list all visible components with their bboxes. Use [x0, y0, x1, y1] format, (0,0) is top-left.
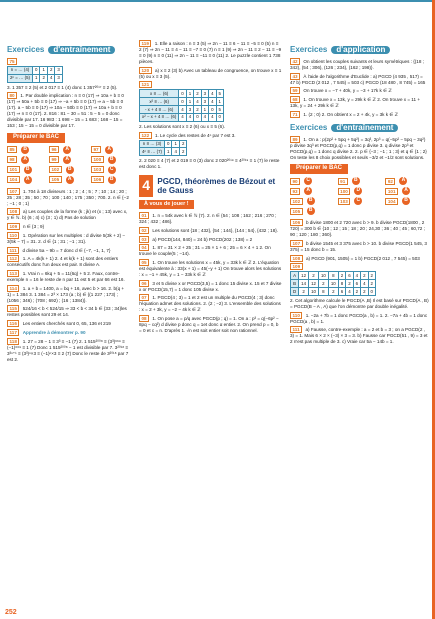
exercise-68 — [290, 96, 429, 109]
exercise-number: 101 — [7, 166, 20, 173]
table-ex109 — [290, 271, 376, 296]
bac-answers — [290, 177, 429, 215]
table-cell: 2 — [194, 90, 201, 98]
exercise-text: a) x ≡ 2 (3) b) Avec un tableau de congruence, on trouve x ≡ 1 (5) ou x ≡ 3 (5). — [139, 67, 282, 79]
page-number: 252 — [5, 609, 17, 616]
table-cell: 2 — [309, 272, 319, 280]
table-cell: 4 — [201, 113, 208, 121]
table-cell: 2 — [361, 288, 368, 296]
exercise-number: 71 — [290, 111, 300, 118]
exercise-text: 1. (2 ; 0) 2. On obtient x = 2 + 4k, y = 3k k ∈ ℤ — [303, 111, 399, 117]
exercise-text: 1. a + b = 1400, a = bq + 16, avec b > 16. 2. b(q + 1) = 1 384 3. 1 384 = 2³ × 173 (a ; b) ∈ {(1 227 ; 173) ; (1056 ; 346) ; (708 ; 692) ; (16 ; 1384)}. — [7, 285, 125, 303]
exercise-120 — [139, 67, 282, 80]
exercise-111 — [290, 326, 429, 345]
exercise-122 — [139, 132, 282, 171]
table-cell: 1 — [165, 148, 172, 156]
exercise-number: 113 — [7, 270, 19, 277]
column-left — [7, 40, 129, 364]
exercise-119 — [139, 40, 282, 65]
answer-letter-badge: B — [402, 197, 410, 205]
exercise-42 — [290, 58, 429, 71]
table-cell: 2 — [361, 272, 368, 280]
answer-letter-badge: A — [24, 176, 32, 184]
bac-answer — [290, 177, 334, 185]
exercise-number: 108 — [290, 255, 303, 262]
exercise-number: 43 — [290, 73, 300, 80]
bac-answer — [338, 197, 382, 205]
exercise-number: 08 — [139, 315, 149, 322]
table-cell: 2 — [47, 66, 54, 74]
exercise-number: 05 — [139, 259, 149, 266]
bac-answer — [49, 166, 87, 174]
exercise-number: 102 — [49, 166, 62, 173]
exercise-number: 96 — [49, 146, 59, 153]
column-right — [290, 40, 429, 347]
table-cell: 2 — [353, 288, 360, 296]
exercise-number: 99 — [49, 156, 59, 163]
answer-letter-badge: A — [402, 187, 410, 195]
bac-answer — [290, 197, 334, 205]
answer-letter-badge: A — [399, 177, 407, 185]
exercise-text: 1. Par double implication : n ≡ 0 (17) ⇒ 10a + b ≡ 0 (17) ⇒ 50a + 5b ≡ 0 (17) ⇒ −a + 5b ≡ 0 (17) ⇒ a − 5b ≡ 0 (17). a − 5b ≡ 0 (17) ⇒ 10a − 50b ≡ 0 (17) ⇒ 10a + b ≡ 0 (17) ⇒ n ≡ 0 (17). 2. 816 : 81 − 30 = 51 : 5 − 5 = 0 donc divisible par 17. 16 983 : 1 698 − 15 = 1 683 ; 168 − 15 = 153 ; 15 − 15 = 0 divisible par 17. — [7, 93, 124, 129]
exercise-number: 80 — [7, 92, 17, 99]
table-cell: 0 — [33, 66, 40, 74]
table-cell: 4 — [179, 106, 186, 114]
table-cell: 2 — [179, 140, 186, 148]
exercise-text: a) PGCD (901, 1505) = 1 b) PGCD(2 012 , 7 545) = 503 — [305, 255, 420, 261]
exercise-59 — [290, 87, 429, 94]
section-label: Exercices — [7, 45, 45, 54]
exercise-number: 108 — [7, 208, 20, 215]
exercise-number: 92 — [385, 178, 395, 185]
exercise-text: 2. Les solutions sont x ≡ 2 (6) ou x ≡ 5 (6). — [139, 123, 226, 129]
exercise-text: 1. 27 = 28 − 1 ≡ 3³ ≡ −1 (7) 2. 1 515²⁰⁰⁸ ≡ (3³)⁶⁶⁹ ≡ (−1)⁶⁶⁹ ≡ 1 (7) Donc 1 515²⁰⁰⁸ − 1 est divisible par 7. 3²⁰¹⁸ ≡ 3³ⁿ⁺¹ ≡ (3³)ⁿ×3 ≡ (−1)ⁿ×3 ≡ 2 (7) Donc le reste de 3²⁰¹⁸ par 7 est 2. — [7, 338, 129, 362]
exercise-number: 90 — [290, 178, 300, 185]
exercise-number: 100 — [91, 156, 104, 163]
table-cell: D — [291, 288, 299, 296]
table-cell: 3 — [186, 106, 193, 114]
exercise-number: 114 — [7, 285, 19, 292]
exercise-text: On obtient les couples suivants et leurs symétriques : {(18 ; 342), (54 ; 306), (126 ; 234), (162 ; 198)}. — [290, 58, 424, 70]
exercise-number: 98 — [7, 156, 17, 163]
exercise-number: 42 — [290, 58, 300, 65]
exercise-80 — [7, 92, 129, 129]
exercise-107 — [290, 240, 429, 253]
exercise-109 — [7, 223, 129, 230]
exercise-text: 1. 704 à 18 diviseurs : 1 ; 2 ; 4 ; 5 ; 7 ; 10 ; 14 ; 20 ; 25 ; 28 ; 35 ; 50 ; 70 ; 100 ; 140 ; 175 ; 350 ; 700. 2. n ∈ {−2 ; −1 ; 0 ; 1} — [7, 188, 129, 206]
table-cell: 2 — [299, 288, 309, 296]
exercise-108 — [290, 255, 429, 262]
table-cell: - x + 4 ≡ … (6) — [140, 106, 179, 114]
answer-letter-badge: C — [304, 177, 312, 185]
exercise-text: On trouve x = −7 + 40k, y = −3 + 17k k ∈ ℤ — [303, 88, 392, 94]
table-cell: 2 — [328, 288, 338, 296]
exercise-text: a) PGCD(144, 840) = 24 b) PGCD(202 ; 138) = 2 — [152, 236, 253, 242]
exercise-number: 105 — [49, 176, 62, 183]
table-cell: 14 — [299, 280, 309, 288]
table-ex75 — [7, 66, 63, 83]
exercise-04 — [139, 244, 282, 257]
bac-answer — [49, 156, 87, 164]
exercise-111 — [7, 247, 129, 254]
exercise-117 — [7, 329, 129, 336]
table-cell: 4 — [186, 113, 193, 121]
exercise-number: 104 — [7, 176, 20, 183]
exercise-03 — [139, 236, 282, 243]
exercise-number: 93 — [290, 188, 300, 195]
chapter-number: 4 — [139, 175, 153, 197]
table-cell: x² ≡ … (6) — [140, 98, 179, 106]
exercise-number: 122 — [139, 132, 152, 139]
answer-letter-badge: B — [352, 177, 360, 185]
exercise-text: 1. On pose a = p/q avec PGCD(p ; q) = 1. On a : p³ = q(−6p² − 8pq − cq²) d divise p donc q = 1et donc α entier. 2. On prend p = 0, b = 0 et c = n. D'après 1. √n est soit entier soit non rationnel. — [139, 316, 279, 333]
table-cell: 4 — [172, 148, 179, 156]
exercise-107 — [7, 188, 129, 207]
table-cell: 1 — [216, 98, 223, 106]
bac-header: Préparer le BAC — [290, 164, 348, 174]
table-cell: 2 — [40, 74, 47, 82]
bac-answer — [7, 166, 45, 174]
bac-answer — [385, 197, 429, 205]
table-cell: 5 — [216, 90, 223, 98]
chapter-title: PGCD, théorèmes de Bézout et de Gauss — [157, 177, 276, 196]
exercise-text: 3. 1 357 ≡ 2 (5) et 2 017 ≡ 1 (4) donc 1 357²⁰¹⁷ ≡ 2 (5). — [7, 84, 118, 90]
exercise-text: b divise 1800 et 2 720 avec b > 9. b divise PGCD(1800 , 2 720) = 300 b ∈ {10 ; 12 ; 15 ; 18 ; 20 ; 24,30 ; 36 ; 40 ; 45 ; 60,72 ; 90 ; 120 ; 180 ; 360}. — [290, 220, 425, 238]
exercise-43 — [290, 73, 429, 86]
table-cell: 3 — [55, 66, 62, 74]
table-cell: 4 — [47, 74, 54, 82]
table-cell: 10 — [318, 272, 328, 280]
exercise-number: 120 — [139, 67, 152, 74]
table-cell: x² − x + 4 ≡ … (6) — [140, 113, 179, 121]
exercise-number: 117 — [7, 329, 19, 336]
table-cell: 0 — [216, 113, 223, 121]
answer-letter-badge: B — [66, 166, 74, 174]
chapter-header — [139, 175, 282, 197]
table-cell: 6 — [346, 272, 353, 280]
exercise-114 — [7, 285, 129, 304]
exercise-number: 106 — [91, 176, 104, 183]
exercise-text: 3 et 5 divise x or PGCD(3,5) = 1 donc 15 divise x. 15 et 7 divise x or PGCD(15,7) = 1 donc 105 divise x. — [139, 280, 282, 292]
section-badge: d'entraînement — [48, 46, 115, 54]
exercise-108 — [7, 208, 129, 221]
exercise-text: 524/16 < b < 524/15 ⇒ 33 < b < 34 b ∈ {33 ; 34}les restes possibles sont 29 et 14. — [7, 306, 127, 318]
exercise-number: 102 — [290, 198, 303, 205]
section-title-application — [290, 46, 429, 54]
table-cell: 0 — [165, 140, 172, 148]
table-cell: 10 — [328, 280, 338, 288]
column-middle — [139, 40, 282, 336]
table-cell: 3 — [201, 98, 208, 106]
bac-answer — [49, 176, 87, 184]
exercise-number: 118 — [7, 338, 19, 345]
table-cell: 2 — [368, 272, 375, 280]
exercise-text: À l'aide de l'algorithme d'Euclide : a) PGCD (4 935 , 517) = 47 b) PGCD (2 012 , 7 545) = 503 c) PGCD (18 480 , 8 745) = 165 — [290, 73, 426, 85]
table-cell: 3 — [201, 90, 208, 98]
bac-answer — [91, 146, 129, 154]
exercise-number: 110 — [290, 312, 302, 319]
answer-letter-badge: B — [108, 176, 116, 184]
table-cell: 0 — [179, 90, 186, 98]
exercise-number: 100 — [338, 188, 351, 195]
exercise-number: 107 — [290, 240, 303, 247]
cross-reference-link[interactable]: Apprendre à démontrer p. 90 — [22, 329, 86, 335]
table-cell: 6 — [353, 280, 360, 288]
table-cell: 0 — [179, 98, 186, 106]
table-cell: 2 — [338, 272, 345, 280]
section-title-entrainement-2 — [290, 124, 429, 132]
exercise-number: 107 — [7, 188, 20, 195]
table-ex122 — [139, 140, 187, 157]
answer-letter-badge: A — [21, 156, 29, 164]
exercise-text: 1. A = 4k(k + 1) 2. 4 et k(k + 1) sont des entiers consécutifs donc l'un deux est pair. 8 divise A. — [7, 256, 119, 268]
table-cell: 6 — [338, 288, 345, 296]
exercise-text: 1. Elle a raison : n ≡ 3 (5) ⇒ 2n − 11 ≡ 6 − 11 ≡ −5 ≡ 0 (5) n ≡ 2 (7) ⇒ 2n − 11 ≡ 4 − 11 ≡ −7 ≡ 0 (7) n ≡ 1 (9) ⇒ 2n − 11 ≡ 2 − 11 ≡ −9 ≡ 0 (9) n ≡ 0 (11) ⇒ 2n − 11 ≡ −11 ≡ 0 (11) 2. Le puzzle contient 1 738 pièces. — [139, 41, 282, 64]
bac-answer — [338, 177, 382, 185]
bac-answer — [49, 146, 87, 154]
section-label: Exercices — [290, 122, 328, 132]
exercise-number: 105 — [290, 208, 303, 215]
exercise-number: 07 — [139, 294, 149, 301]
exercise-number: 06 — [139, 280, 149, 287]
table-cell: 4 — [209, 113, 216, 121]
table-cell: 4 — [194, 98, 201, 106]
exercise-number: 91 — [338, 178, 348, 185]
a-vous-de-jouer-header: À vous de jouer ! — [139, 200, 194, 209]
exercise-text: n ∈ {3 ; 9} — [22, 224, 45, 230]
exercise-118 — [7, 338, 129, 363]
table-cell: 2 — [194, 106, 201, 114]
table-cell: 4 — [209, 98, 216, 106]
exercise-text: 1. On trouve les solutions x = 45k, y = 33k k ∈ ℤ 2. L'équation est équivalente à : 33(x + 1) = 45(−y + 1) On trouve alors les solutions : x = −1 + 45k, y = 1 − 33k k ∈ ℤ — [139, 260, 282, 277]
section-badge: d'application — [331, 46, 390, 54]
answer-letter-badge: B — [108, 156, 116, 164]
exercise-number: 121 — [139, 81, 152, 88]
table-cell: 0 — [194, 113, 201, 121]
table-cell: 1 — [201, 106, 208, 114]
exercise-number: 97 — [91, 146, 101, 153]
bac-answer — [91, 176, 129, 184]
table-cell: 3 — [55, 74, 62, 82]
exercise-number: 103 — [338, 198, 351, 205]
bac-answer — [7, 156, 45, 164]
answer-letter-badge: B — [307, 197, 315, 205]
exercise-text: d divise 5a − 9b = 7 donc d ∈ {−7, −1, 1, 7} — [22, 247, 111, 253]
table-cell: 1 — [33, 74, 40, 82]
section-label: Exercices — [290, 45, 328, 54]
table-cell: 4 — [179, 113, 186, 121]
answer-letter-badge: C — [108, 166, 116, 174]
exercise-71 — [290, 111, 429, 118]
exercise-number: 106 — [290, 219, 303, 226]
table-cell: 10 — [309, 288, 319, 296]
exercise-number: 103 — [91, 166, 104, 173]
table-cell: 8 — [328, 272, 338, 280]
exercise-number: 03 — [139, 236, 149, 243]
table-cell: 4 — [361, 280, 368, 288]
exercise-text: 1. n = 54k avec k ∈ ℕ (7). 2. n ∈ {54 ; 108 ; 162 ; 216 ; 270 ; 324 ; 432 ; 486}. — [139, 213, 277, 225]
section-badge: d'entraînement — [331, 124, 398, 132]
exercise-text: b divise 1545 et 3 375 avec b > 10. b divise PGCD(1 545, 3 375) = 15 donc b = 15. — [290, 240, 427, 252]
answer-letter-badge: A — [63, 146, 71, 154]
answer-letter-badge: C — [354, 197, 362, 205]
bac-answer — [385, 187, 429, 195]
exercise-text: 1. On a : p(2p² + 5pq + 5q²) = 3q³, 2p³ = q(−5p² − 5pq − 3q²) p divise 3q³ et PGCD(p,q) = 1 donc p divise 3. q divise 2p³ et PGCD(p,q) = 1 donc q divise 2. 2. p ∈ {−3 ; −1 ; 1 ; 3} et q ∈ {1 ; 2} On teste les 8 choix possibles et seuls −3/2 et −1/2 sont solutions. — [290, 136, 427, 160]
table-cell: 0 — [368, 288, 375, 296]
table-cell: 1 — [40, 66, 47, 74]
exercise-75 — [7, 58, 129, 91]
exercise-06 — [139, 280, 282, 293]
table-cell: x ≡ … (6) — [140, 90, 179, 98]
bac-answer — [290, 187, 334, 195]
table-cell: B — [291, 280, 299, 288]
exercise-110 — [7, 232, 129, 245]
table-cell: 8 — [318, 288, 328, 296]
table-cell: 0 — [209, 106, 216, 114]
exercise-text: a) Fausse, contre-exemple : a = 2 et b = 3 ; on a PGCD(2 , 3) = 1. Mais 6 × 2 × (−3) × 3 = 3. b) Fausse car PGCD(51 , 9) = 3 et 2 n'est pas multiple de 3. c) Vraie car 5a − 14b = 1. — [290, 327, 428, 345]
exercise-number: 01 — [139, 212, 149, 219]
exercise-number: 109 — [290, 263, 303, 270]
table-cell: 4 — [353, 272, 360, 280]
top-bar — [0, 0, 435, 2]
answer-letter-badge: D — [354, 187, 362, 195]
answer-letter-badge: B — [24, 166, 32, 174]
answer-letter-badge: A — [63, 156, 71, 164]
exercise-121 — [139, 81, 282, 130]
exercise-number: 116 — [7, 320, 19, 327]
table-cell: n ≡ … (3) — [140, 140, 165, 148]
table-cell: 2 — [179, 148, 186, 156]
bac-answer — [7, 176, 45, 184]
answer-letter-badge: B — [307, 207, 315, 215]
exercise-text: 1. Opération sur les multiples : d divise 5(3k + 2) − 3(5k − 7) = 31. 2. d ∈ {1 ; 31 ; −1 ; 31}. — [7, 232, 126, 244]
exercise-number: 104 — [385, 198, 398, 205]
exercise-05 — [139, 259, 282, 278]
exercise-number: 85 — [7, 146, 17, 153]
table-cell: 1 — [172, 140, 179, 148]
exercise-number: 89 — [290, 136, 300, 143]
exercise-07 — [139, 294, 282, 313]
exercise-number: 02 — [139, 227, 149, 234]
exercise-109 — [290, 263, 429, 310]
exercise-text: 1. Vrai n = 6kq + 5 = 11(6q) + 5 2. Faux, contre-exemple n = 16 le reste de n par 11 est 5 et par 66 est 16. — [7, 271, 125, 283]
exercise-115 — [7, 305, 129, 318]
exercise-text: 1. On trouve x = 13k, y = 29k k ∈ ℤ 2. On trouve x = 11 + 13k, y = 24 + 29k k ∈ ℤ — [290, 97, 421, 109]
table-cell: 2 — [346, 280, 353, 288]
table-cell: A — [291, 272, 299, 280]
exercise-number: 59 — [290, 87, 300, 94]
answer-letter-badge: A — [304, 187, 312, 195]
bac-answer — [385, 177, 429, 185]
bac-answer — [91, 156, 129, 164]
exercise-text: Les entiers cherchés sont 0, 65, 136 et 219 — [22, 321, 111, 327]
exercise-number: 119 — [139, 40, 151, 47]
table-ex121 — [139, 89, 224, 122]
exercise-text: 2. Cet algorithme calcule le PGCD(A ,B) Il est basé sur PGCD(A , B) = PGCD(B − A , A) que l'on démontre par double inégalité. — [290, 298, 429, 310]
exercise-number: 110 — [7, 232, 19, 239]
exercise-89 — [290, 136, 429, 161]
bac-answer — [338, 187, 382, 195]
bac-answer — [7, 146, 45, 154]
bac-header: Préparer le BAC — [7, 133, 65, 143]
exercise-number: 04 — [139, 244, 149, 251]
bac-answer — [91, 166, 129, 174]
exercise-text: a) Les couples de la forme (k ; jk) et (x ; 13) avec x, y ∈ ℕ. b) (6 ; 4) c) (3 ; 1) d) Pas de solution — [7, 209, 128, 221]
exercise-number: 101 — [385, 188, 398, 195]
section-title-entrainement — [7, 46, 129, 54]
table-cell: 4ⁿ ≡ … (7) — [140, 148, 165, 156]
exercise-number: 68 — [290, 96, 300, 103]
table-cell: 5 — [216, 106, 223, 114]
exercise-106 — [290, 219, 429, 238]
table-cell: 8 — [338, 280, 345, 288]
exercise-number: 109 — [7, 223, 20, 230]
table-cell: 4 — [346, 288, 353, 296]
exercise-number: 111 — [7, 247, 19, 254]
table-cell: 1 — [186, 90, 193, 98]
exercise-text: 1. −2a + 7b = 1 donc PGCD(a , b) = 1. 2. −7a + 4b = 1 donc PGCD(a , b) = 1. — [290, 312, 428, 324]
exercise-text: 1. Le cycle des restes de 4ⁿ par 7 est 3. — [154, 132, 236, 138]
exercise-number: 115 — [7, 305, 19, 312]
table-cell: 2ⁿ = … (5) — [8, 74, 33, 82]
table-cell: 12 — [299, 272, 309, 280]
answer-letter-badge: A — [66, 176, 74, 184]
exercise-number: 75 — [7, 58, 17, 65]
table-cell: 4 — [209, 90, 216, 98]
exercise-text: 1. PGCD(4 ; 3) = 1 et 2 est un multiple du PGCD(4 ; 3) donc l'équation admet des solutions. 2. (2 ; −2) 3. L'ensemble des solutions : x = 2 + 3k, y = −2 − 4k k ∈ ℤ — [139, 295, 281, 313]
exercise-113 — [7, 270, 129, 283]
exercise-116 — [7, 320, 129, 327]
exercise-08 — [139, 315, 282, 334]
exercise-number: 112 — [7, 255, 19, 262]
table-cell: 12 — [309, 280, 319, 288]
exercise-number: 111 — [290, 326, 302, 333]
bac-answer — [290, 207, 334, 215]
exercise-112 — [7, 255, 129, 268]
exercise-text: Les solutions sont {18 ; 432}, {54 ; 144}, {144 ; 54}, {432 ; 18}. — [152, 227, 279, 233]
exercise-02 — [139, 227, 282, 234]
bac-answers — [7, 146, 129, 184]
table-cell: 2 — [368, 280, 375, 288]
exercise-text: 2. 2 020 ≡ 4 (7) et 2 019 ≡ 0 (3) donc 2 020²⁰¹⁹ ≡ 4²⁰¹⁹ ≡ 1 (7) le reste est donc 1. — [139, 158, 280, 170]
exercise-text: 1. 87 = 31 × 2 + 25 ; 31 = 25 × 1 + 6 ; 25 = 6 × 4 + 1 2. On trouve le couple(5 ; −14). — [139, 245, 271, 257]
exercise-110 — [290, 312, 429, 325]
exercise-01 — [139, 212, 282, 225]
table-cell: n = … (4) — [8, 66, 33, 74]
answer-letter-badge: A — [105, 146, 113, 154]
answer-letter-badge: B — [21, 146, 29, 154]
table-cell: 2 — [318, 280, 328, 288]
table-cell: 1 — [186, 98, 193, 106]
